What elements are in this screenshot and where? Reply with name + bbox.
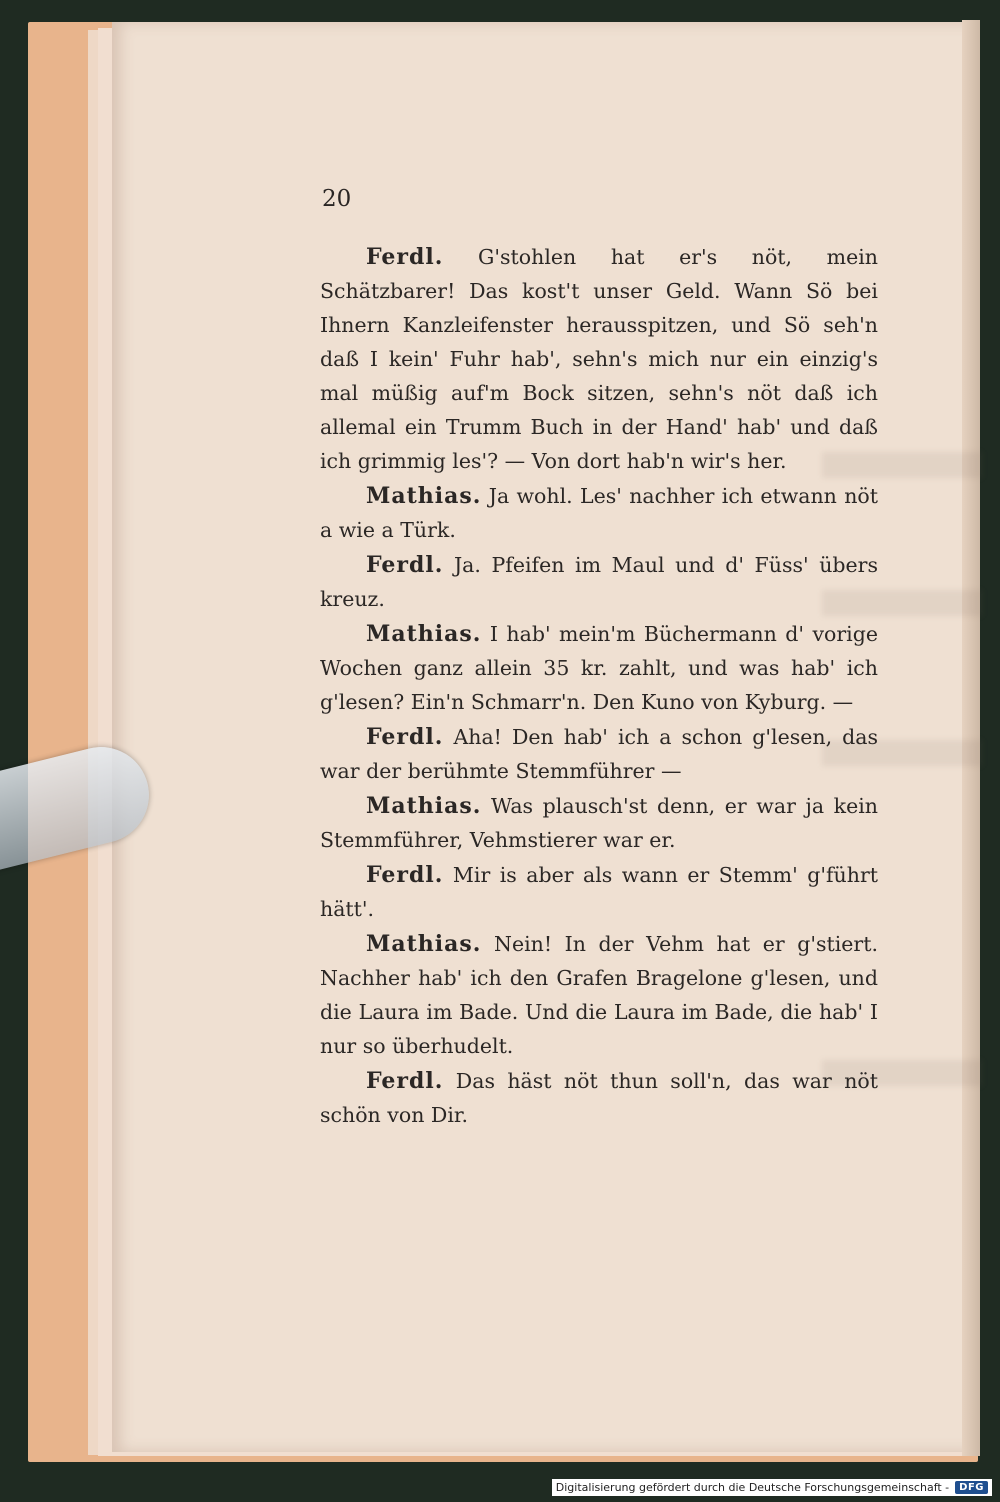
speaker-name: Mathias.	[366, 621, 482, 647]
dialogue-line: Ja wohl. Les' nachher ich etwann nöt a wie a Türk.	[320, 484, 878, 542]
dfg-logo: DFG	[955, 1481, 988, 1494]
speaker-name: Ferdl.	[366, 552, 444, 578]
dialogue-line: Aha! Den hab' ich a schon g'lesen, das war der berühmte Stemmführer —	[320, 725, 878, 783]
speaker-name: Ferdl.	[366, 724, 444, 750]
dialogue-paragraph	[320, 479, 878, 547]
page-number: 20	[322, 186, 352, 212]
speaker-name: Mathias.	[366, 931, 482, 957]
credit-text: Digitalisierung gefördert durch die Deutsche Forschungsgemeinschaft -	[555, 1481, 950, 1494]
dialogue-line: Das häst nöt thun soll'n, das war nöt schön von Dir.	[320, 1069, 878, 1127]
dialogue-paragraph	[320, 927, 878, 1063]
dialogue-line: Was plausch'st denn, er war ja kein Stemmführer, Vehmstierer war er.	[320, 794, 878, 852]
dialogue-paragraph	[320, 1064, 878, 1132]
dialogue-line: Nein! In der Vehm hat er g'stiert. Nachher hab' ich den Grafen Bragelone g'lesen, und die Laura im Bade. Und die Laura im Bade, die hab' I nur so überhudelt.	[320, 932, 878, 1058]
dialogue-line: Mir is aber als wann er Stemm' g'führt hätt'.	[320, 863, 878, 921]
dialogue-paragraph	[320, 548, 878, 616]
digitization-credit	[552, 1479, 992, 1496]
dialogue-paragraph	[320, 240, 878, 478]
dialogue-line: I hab' mein'm Büchermann d' vorige Wochen ganz allein 35 kr. zahlt, und was hab' ich g'lesen? Ein'n Schmarr'n. Den Kuno von Kyburg. —	[320, 622, 878, 714]
speaker-name: Ferdl.	[366, 244, 444, 270]
speaker-name: Ferdl.	[366, 1068, 444, 1094]
dialogue-line: Ja. Pfeifen im Maul und d' Füss' übers kreuz.	[320, 553, 878, 611]
speaker-name: Ferdl.	[366, 862, 444, 888]
page-edge	[962, 20, 980, 1456]
body-text	[320, 240, 878, 1133]
dialogue-paragraph	[320, 720, 878, 788]
dialogue-paragraph	[320, 789, 878, 857]
dialogue-paragraph	[320, 617, 878, 719]
speaker-name: Mathias.	[366, 793, 482, 819]
speaker-name: Mathias.	[366, 483, 482, 509]
dialogue-paragraph	[320, 858, 878, 926]
dialogue-line: G'stohlen hat er's nöt, mein Schätzbarer! Das kost't unser Geld. Wann Sö bei Ihnern Kanzleifenster herausspitzen, und Sö seh'n daß I kein' Fuhr hab', sehn's mich nur ein einzig's mal müßig auf'm Bock sitzen, sehn's nöt daß ich allemal ein Trumm Buch in der Hand' hab' und daß ich grimmig les'? — Von dort hab'n wir's her.	[320, 245, 878, 473]
